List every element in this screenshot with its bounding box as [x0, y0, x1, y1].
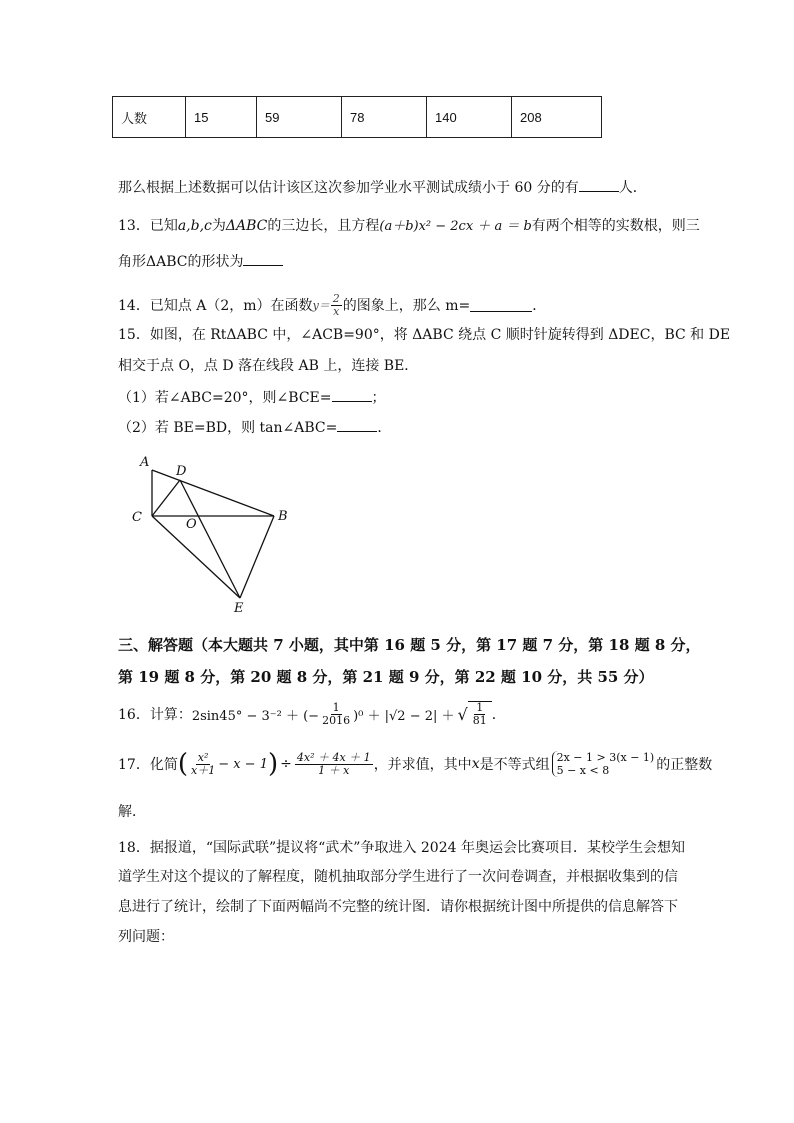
table-cell: 人数: [113, 97, 186, 138]
label-a: A: [140, 455, 150, 470]
q18-line1: 18．据报道，“国际武联”提议将“武术”争取进入 2024 年奥运会比赛项目．某校学生会想知: [118, 840, 685, 856]
q18-line3: 息进行了统计，绘制了下面两幅尚不完整的统计图．请你根据统计图中所提供的信息解答下: [118, 899, 678, 915]
q15-sub2: （2）若 BE=BD，则 tan∠ABC= ．: [118, 420, 392, 436]
quadratic-equation: (a＋b)x² − 2cx ＋ a ＝ b: [379, 219, 532, 234]
answer-blank: [579, 179, 619, 192]
q15-line2: 相交于点 O，点 D 落在线段 AB 上，连接 BE．: [118, 358, 419, 374]
q15-line1: 15．如图，在 RtΔABC 中，∠ACB=90°，将 ΔABC 绕点 C 顺时针旋转得到 ΔDEC，BC 和 DE: [118, 327, 731, 343]
label-o: O: [186, 517, 197, 532]
label-d: D: [176, 464, 187, 479]
sqrt-fraction: $\frac{1}{81}$: [468, 701, 492, 727]
answer-blank: [243, 253, 283, 266]
segment-be: [240, 516, 274, 598]
q12-text: 那么根据上述数据可以估计该区这次参加学业水平测试成绩小于 60 分的有 人．: [118, 180, 647, 196]
section-heading-line1: 三、解答题（本大题共 7 小题，其中第 16 题 5 分，第 17 题 7 分，第 18 题 8 分，: [118, 636, 701, 654]
segment-cd: [152, 480, 180, 516]
answer-blank: [470, 299, 532, 312]
function-fraction: $\frac{2}{x}$: [332, 291, 340, 318]
inequality-system: 2x − 1 > 3(x − 1) 5 − x < 8: [552, 751, 655, 777]
table-cell: 59: [257, 97, 342, 138]
q18-line4: 列问题：: [118, 929, 174, 945]
data-table: [112, 96, 602, 138]
q16-text: 16．计算： 2sin45° − 3⁻² ＋ (− $\frac{1}{2016}$ )⁰ ＋ |√2 − 2| ＋ √ $\frac{1}{81}$ ．: [118, 700, 506, 727]
q13-line2: 角形ΔABC的形状为: [118, 251, 283, 271]
q17-line2: 解．: [118, 804, 146, 820]
q14-text: 14．已知点 A（2，m）在函数 y＝ $\frac{2}{x}$ 的图象上，那么 m= ．: [118, 291, 547, 318]
table-cell: 15: [186, 97, 257, 138]
answer-blank: [332, 389, 372, 402]
sqrt-sign: √: [457, 704, 468, 724]
answer-blank: [337, 419, 377, 432]
section-heading-line2: 第 19 题 8 分，第 20 题 8 分，第 21 题 9 分，第 22 题 10 分，共 55 分）: [118, 668, 654, 686]
table-cell: 78: [342, 97, 427, 138]
table-cell: 208: [512, 97, 602, 138]
q15-sub1: （1）若∠ABC=20°，则∠BCE= ；: [118, 390, 386, 406]
fraction: $\frac{1}{2016}$: [322, 700, 351, 727]
table-row: [113, 97, 602, 138]
q17-text: 17．化简 ( $\frac{\text{x²}}{x+1}$ − x − 1 ) ÷ $\frac{\text{4x² ＋ 4x ＋ 1}}{1 + x}$ ，并求值，其中 x 是不等式组 2x − 1 > 3(x − 1) 5 − x < 8 的正整数: [118, 749, 713, 779]
label-c: C: [132, 510, 142, 525]
label-b: B: [278, 509, 288, 524]
table-cell: 140: [427, 97, 512, 138]
q18-line2: 道学生对这个提议的了解程度，随机抽取部分学生进行了一次问卷调查，并根据收集到的信: [118, 869, 678, 885]
segment-de: [180, 480, 240, 598]
q13-line1: 13．已知a,b,c为ΔABC的三边长，且方程(a＋b)x² − 2cx ＋ a ＝ b有两个相等的实数根，则三: [118, 218, 700, 234]
label-e: E: [234, 601, 244, 616]
triangle-figure: [120, 448, 300, 618]
